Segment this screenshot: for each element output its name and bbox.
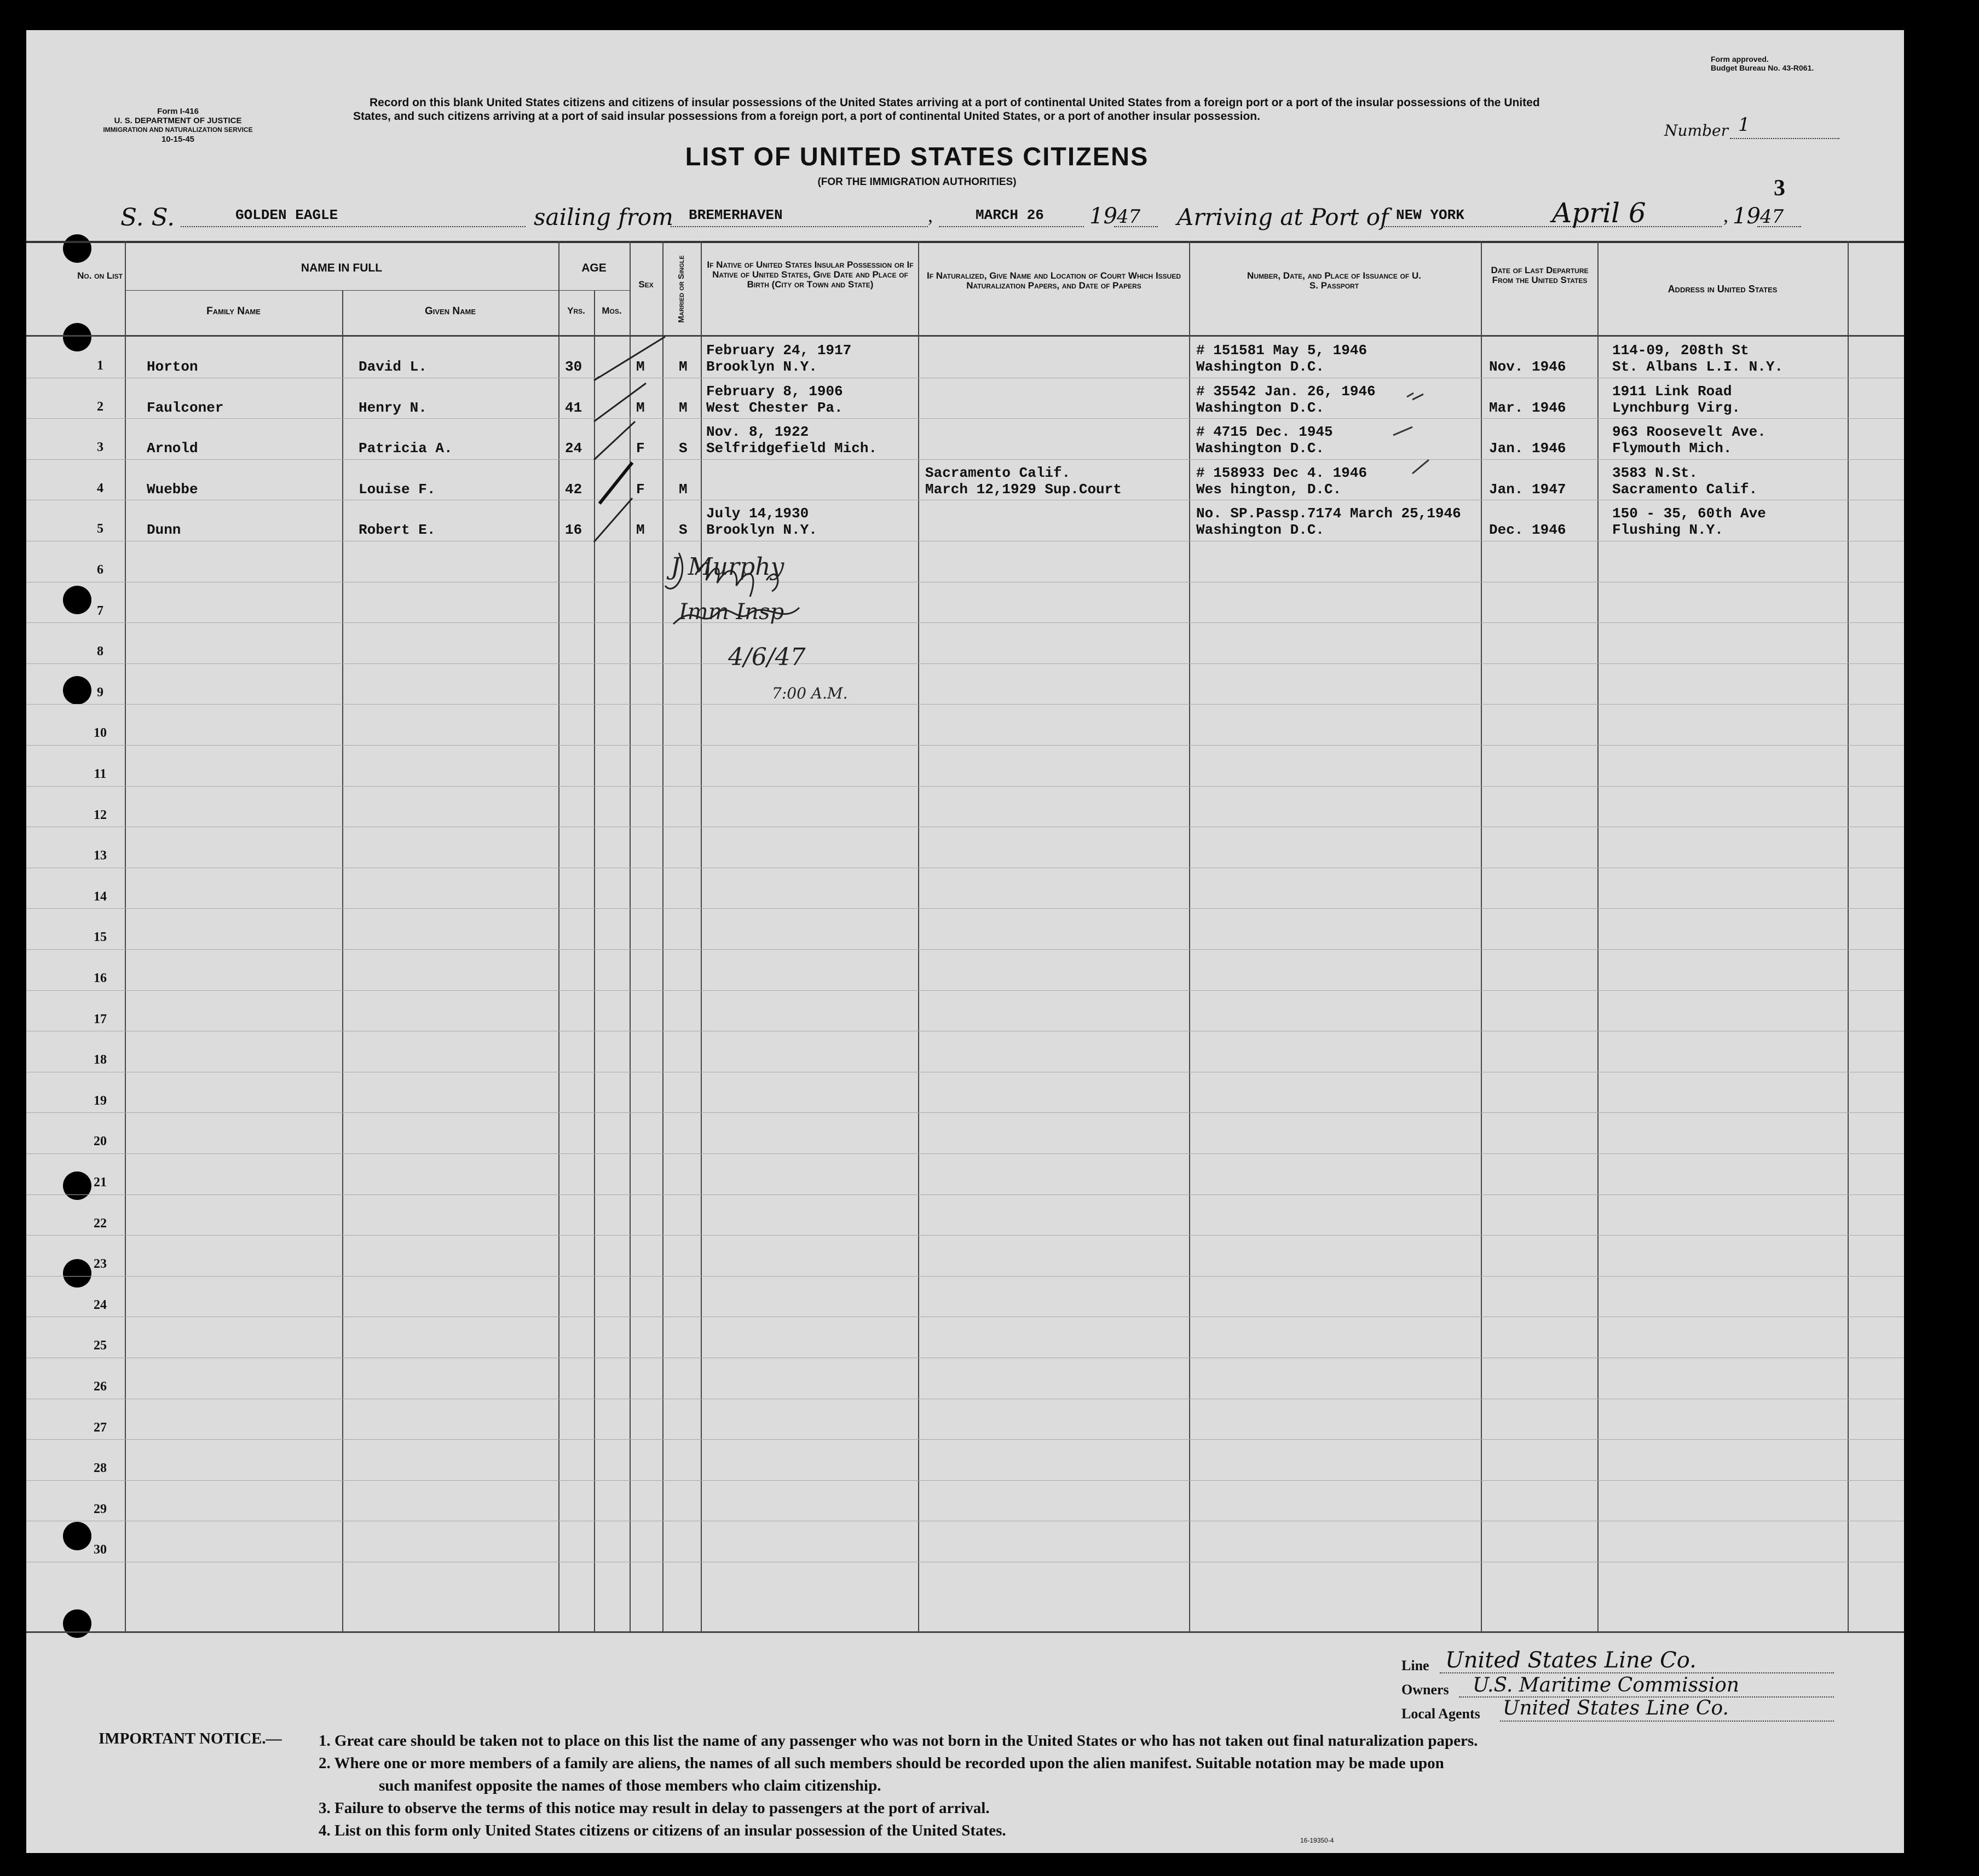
agents-value: United States Line Co. <box>1503 1697 1729 1719</box>
agents-label: Local Agents <box>1401 1706 1480 1722</box>
address-line-2: Sacramento Calif. <box>1612 481 1758 498</box>
row-number: 6 <box>97 563 103 577</box>
header-passport: Number, Date, and Place of Issuance of U. S. Passport <box>1247 270 1421 291</box>
address-line-1: 114-09, 208th St <box>1612 342 1749 359</box>
row-number: 9 <box>97 685 103 700</box>
row-number: 24 <box>94 1297 107 1312</box>
row-number: 25 <box>94 1338 107 1353</box>
row-number: 15 <box>94 930 107 945</box>
family-name: Horton <box>147 359 198 375</box>
age-years: 42 <box>565 481 582 498</box>
notice-list <box>319 1730 1824 1842</box>
row-rule <box>26 622 1904 623</box>
check-marks <box>1391 378 1478 504</box>
birth-place: West Chester Pa. <box>706 399 843 416</box>
form-identifier-block <box>74 107 282 144</box>
last-departure: Jan. 1947 <box>1489 481 1566 498</box>
row-number: 16 <box>94 971 107 985</box>
notice-2: 2. Where one or more members of a family are aliens, the names of all such members should be recorded upon the alien manifest. Suitable notation may be made upon <box>319 1754 1444 1772</box>
row-number: 23 <box>94 1257 107 1272</box>
row-number: 20 <box>94 1134 107 1149</box>
marital-status: S <box>679 440 688 457</box>
passport-place: Wes hington, D.C. <box>1196 481 1342 498</box>
birth-date: July 14,1930 <box>706 505 809 522</box>
ship-name: GOLDEN EAGLE <box>235 207 338 223</box>
header-departure: Date of Last Departure From the United States <box>1491 265 1589 285</box>
birth-date: February 8, 1906 <box>706 383 843 400</box>
arriving-label: Arriving at Port of <box>1177 204 1389 230</box>
last-departure: Mar. 1946 <box>1489 399 1566 416</box>
marital-status: S <box>679 522 688 539</box>
port: NEW YORK <box>1396 207 1464 223</box>
passport-number: # 35542 Jan. 26, 1946 <box>1196 383 1376 400</box>
notice-2-cont: such manifest opposite the names of those members who claim citizenship. <box>379 1777 881 1794</box>
header-name-in-full: NAME IN FULL <box>301 262 383 274</box>
address-line-1: 150 - 35, 60th Ave <box>1612 505 1766 522</box>
sex: M <box>636 359 645 375</box>
punch-hole <box>63 234 91 263</box>
line-label: Line <box>1401 1658 1429 1673</box>
passport-number: No. SP.Passp.7174 March 25,1946 <box>1196 505 1461 522</box>
row-number: 11 <box>94 767 107 781</box>
header-mos: Mos. <box>602 305 622 316</box>
form-id: Form I-416 <box>157 107 199 116</box>
service: IMMIGRATION AND NATURALIZATION SERVICE <box>103 126 253 134</box>
given-name: Robert E. <box>359 522 436 539</box>
address-line-1: 3583 N.St. <box>1612 464 1698 481</box>
header-family-name: Family Name <box>206 305 261 317</box>
notice-label: IMPORTANT NOTICE.— <box>99 1730 282 1747</box>
address-line-2: Lynchburg Virg. <box>1612 399 1741 416</box>
marital-status: M <box>679 481 688 498</box>
punch-hole <box>63 1609 91 1638</box>
table-top-rule <box>26 241 1904 243</box>
row-rule <box>26 786 1904 787</box>
header-native: If Native of United States Insular Possession or If Native of United States, Give Date and Place of Birth (City or Town and State) <box>707 259 914 290</box>
line-value: United States Line Co. <box>1445 1648 1697 1673</box>
address-line-2: Flymouth Mich. <box>1612 440 1732 457</box>
header-married-single: Married or Single <box>677 255 686 323</box>
page-subtitle: (FOR THE IMMIGRATION AUTHORITIES) <box>817 176 1017 188</box>
age-years: 24 <box>565 440 582 457</box>
header-yrs: Yrs. <box>567 305 585 316</box>
row-number: 4 <box>97 481 103 495</box>
age-years: 30 <box>565 359 582 375</box>
row-rule <box>26 990 1904 991</box>
header-given-name: Given Name <box>424 305 476 317</box>
sailing-label: sailing from <box>534 204 673 230</box>
row-rule <box>26 908 1904 909</box>
approval: Form approved. <box>1711 55 1769 64</box>
age-years: 41 <box>565 399 582 416</box>
row-number: 21 <box>94 1175 107 1190</box>
signature-time: 7:00 A.M. <box>772 684 848 702</box>
sex: M <box>636 522 645 539</box>
page-title: LIST OF UNITED STATES CITIZENS <box>685 142 1149 171</box>
given-name: David L. <box>359 359 427 375</box>
birth-date: Nov. 8, 1922 <box>706 424 809 441</box>
family-name: Wuebbe <box>147 481 198 498</box>
approval-block <box>1711 55 1814 72</box>
row-number: 26 <box>94 1379 107 1394</box>
passport-place: Washington D.C. <box>1196 440 1325 457</box>
passport-number: # 158933 Dec 4. 1946 <box>1196 464 1368 481</box>
row-rule <box>26 704 1904 705</box>
row-rule <box>26 663 1904 664</box>
table-bottom-rule <box>26 1631 1904 1633</box>
row-rule <box>26 418 1904 419</box>
row-number: 28 <box>94 1461 107 1476</box>
sailing-date: MARCH 26 <box>976 207 1044 223</box>
birth-place: Selfridgefield Mich. <box>706 440 878 457</box>
signature-title: Imm Insp <box>679 599 784 625</box>
row-number: 5 <box>97 522 103 536</box>
row-number: 17 <box>94 1012 107 1026</box>
header-bottom-rule <box>26 335 1904 337</box>
birth-place: Brooklyn N.Y. <box>706 359 817 375</box>
row-number: 2 <box>97 399 103 414</box>
budget: Budget Bureau No. 43-R061. <box>1711 64 1814 72</box>
family-name: Dunn <box>147 522 181 539</box>
birth-date: February 24, 1917 <box>706 342 852 359</box>
passport-place: Washington D.C. <box>1196 399 1325 416</box>
notice-3: 3. Failure to observe the terms of this notice may result in delay to passengers at the port of arrival. <box>319 1799 990 1817</box>
naturalization-court: March 12,1929 Sup.Court <box>925 481 1122 498</box>
naturalization-place: Sacramento Calif. <box>925 464 1071 481</box>
row-rule <box>26 459 1904 460</box>
passport-number: # 151581 May 5, 1946 <box>1196 342 1368 359</box>
family-name: Arnold <box>147 440 198 457</box>
notice-4: 4. List on this form only United States citizens or citizens of an insular possession of the United States. <box>319 1822 1006 1839</box>
header-naturalized: If Naturalized, Give Name and Location of Court Which Issued Naturalization Papers, and Date of Papers <box>926 270 1181 291</box>
last-departure: Nov. 1946 <box>1489 359 1566 375</box>
header-sex: Sex <box>638 279 654 290</box>
family-name: Faulconer <box>147 399 224 416</box>
row-number: 14 <box>94 889 107 904</box>
given-name: Louise F. <box>359 481 436 498</box>
arrival-year-prefix: 19 <box>1733 204 1761 229</box>
row-number: 7 <box>97 603 103 618</box>
address-line-1: 963 Roosevelt Ave. <box>1612 424 1766 441</box>
passport-number: # 4715 Dec. 1945 <box>1196 424 1333 441</box>
row-number: 30 <box>94 1543 107 1557</box>
age-slash-marks <box>580 328 673 547</box>
owners-label: Owners <box>1401 1682 1449 1698</box>
marital-status: M <box>679 399 688 416</box>
notice-1: 1. Great care should be taken not to place on this list the name of any passenger who was not born in the United States or who has not taken out final naturalization papers. <box>319 1732 1478 1750</box>
sex: F <box>636 481 645 498</box>
sex: F <box>636 440 645 457</box>
last-departure: Jan. 1946 <box>1489 440 1566 457</box>
arrival-year-field <box>1757 205 1801 227</box>
punch-hole <box>63 323 91 351</box>
arrival-date: April 6 <box>1552 197 1646 229</box>
last-departure: Dec. 1946 <box>1489 522 1566 539</box>
row-number: 8 <box>97 644 103 659</box>
address-line-1: 1911 Link Road <box>1612 383 1732 400</box>
sailing-year-field <box>1114 205 1158 227</box>
form-date: 10-15-45 <box>161 135 195 144</box>
printer-mark: 16-19350-4 <box>1300 1837 1334 1844</box>
birth-place: Brooklyn N.Y. <box>706 522 817 539</box>
row-number: 29 <box>94 1502 107 1516</box>
row-rule <box>26 1276 1904 1277</box>
row-number: 19 <box>94 1093 107 1108</box>
row-rule <box>26 1439 1904 1440</box>
row-number: 1 <box>97 359 103 373</box>
row-number: 12 <box>94 807 107 822</box>
row-rule <box>26 1194 1904 1195</box>
row-rule <box>26 949 1904 950</box>
ss-label: S. S. <box>120 204 175 232</box>
address-line-2: St. Albans L.I. N.Y. <box>1612 359 1784 375</box>
row-number: 22 <box>94 1216 107 1231</box>
row-number: 13 <box>94 848 107 863</box>
arrival-year: 47 <box>1760 206 1784 228</box>
department: U. S. DEPARTMENT OF JUSTICE <box>114 116 242 125</box>
marital-status: M <box>679 359 688 375</box>
row-rule <box>26 1480 1904 1481</box>
header-age: AGE <box>581 262 607 274</box>
row-number: 10 <box>94 726 107 741</box>
signature-name: J Murphy <box>671 553 784 581</box>
sailing-year: 47 <box>1117 206 1141 228</box>
row-number: 27 <box>94 1420 107 1435</box>
row-rule <box>26 1235 1904 1236</box>
header-no-on-list: No. on List <box>77 270 123 281</box>
given-name: Patricia A. <box>359 440 453 457</box>
owners-value: U.S. Maritime Commission <box>1473 1674 1739 1696</box>
row-rule <box>26 1112 1904 1113</box>
manifest-sheet <box>26 30 1904 1853</box>
signature-date: 4/6/47 <box>728 643 806 671</box>
passport-place: Washington D.C. <box>1196 522 1325 539</box>
row-number: 3 <box>97 440 103 455</box>
row-rule <box>26 1153 1904 1154</box>
number-label: Number <box>1664 122 1728 140</box>
sex: M <box>636 399 645 416</box>
number-value: 1 <box>1738 114 1750 136</box>
header-address: Address in United States <box>1668 284 1778 295</box>
age-years: 16 <box>565 522 582 539</box>
sailing-from: BREMERHAVEN <box>689 207 783 223</box>
given-name: Henry N. <box>359 399 427 416</box>
year-prefix: 19 <box>1089 204 1117 229</box>
row-rule <box>26 745 1904 746</box>
passport-place: Washington D.C. <box>1196 359 1325 375</box>
instruction-text: Record on this blank United States citizens and citizens of insular possessions of the United States arriving at a port of continental United States from a foreign port or a port of the insular possessions of the United States, and such citizens arriving at a port of said insular possessions from a foreign port, a port of continental United States, or a port of another insular possession. <box>353 96 1540 123</box>
page-number: 3 <box>1774 176 1785 201</box>
address-line-2: Flushing N.Y. <box>1612 522 1723 539</box>
row-number: 18 <box>94 1053 107 1067</box>
ship-field <box>181 205 526 227</box>
